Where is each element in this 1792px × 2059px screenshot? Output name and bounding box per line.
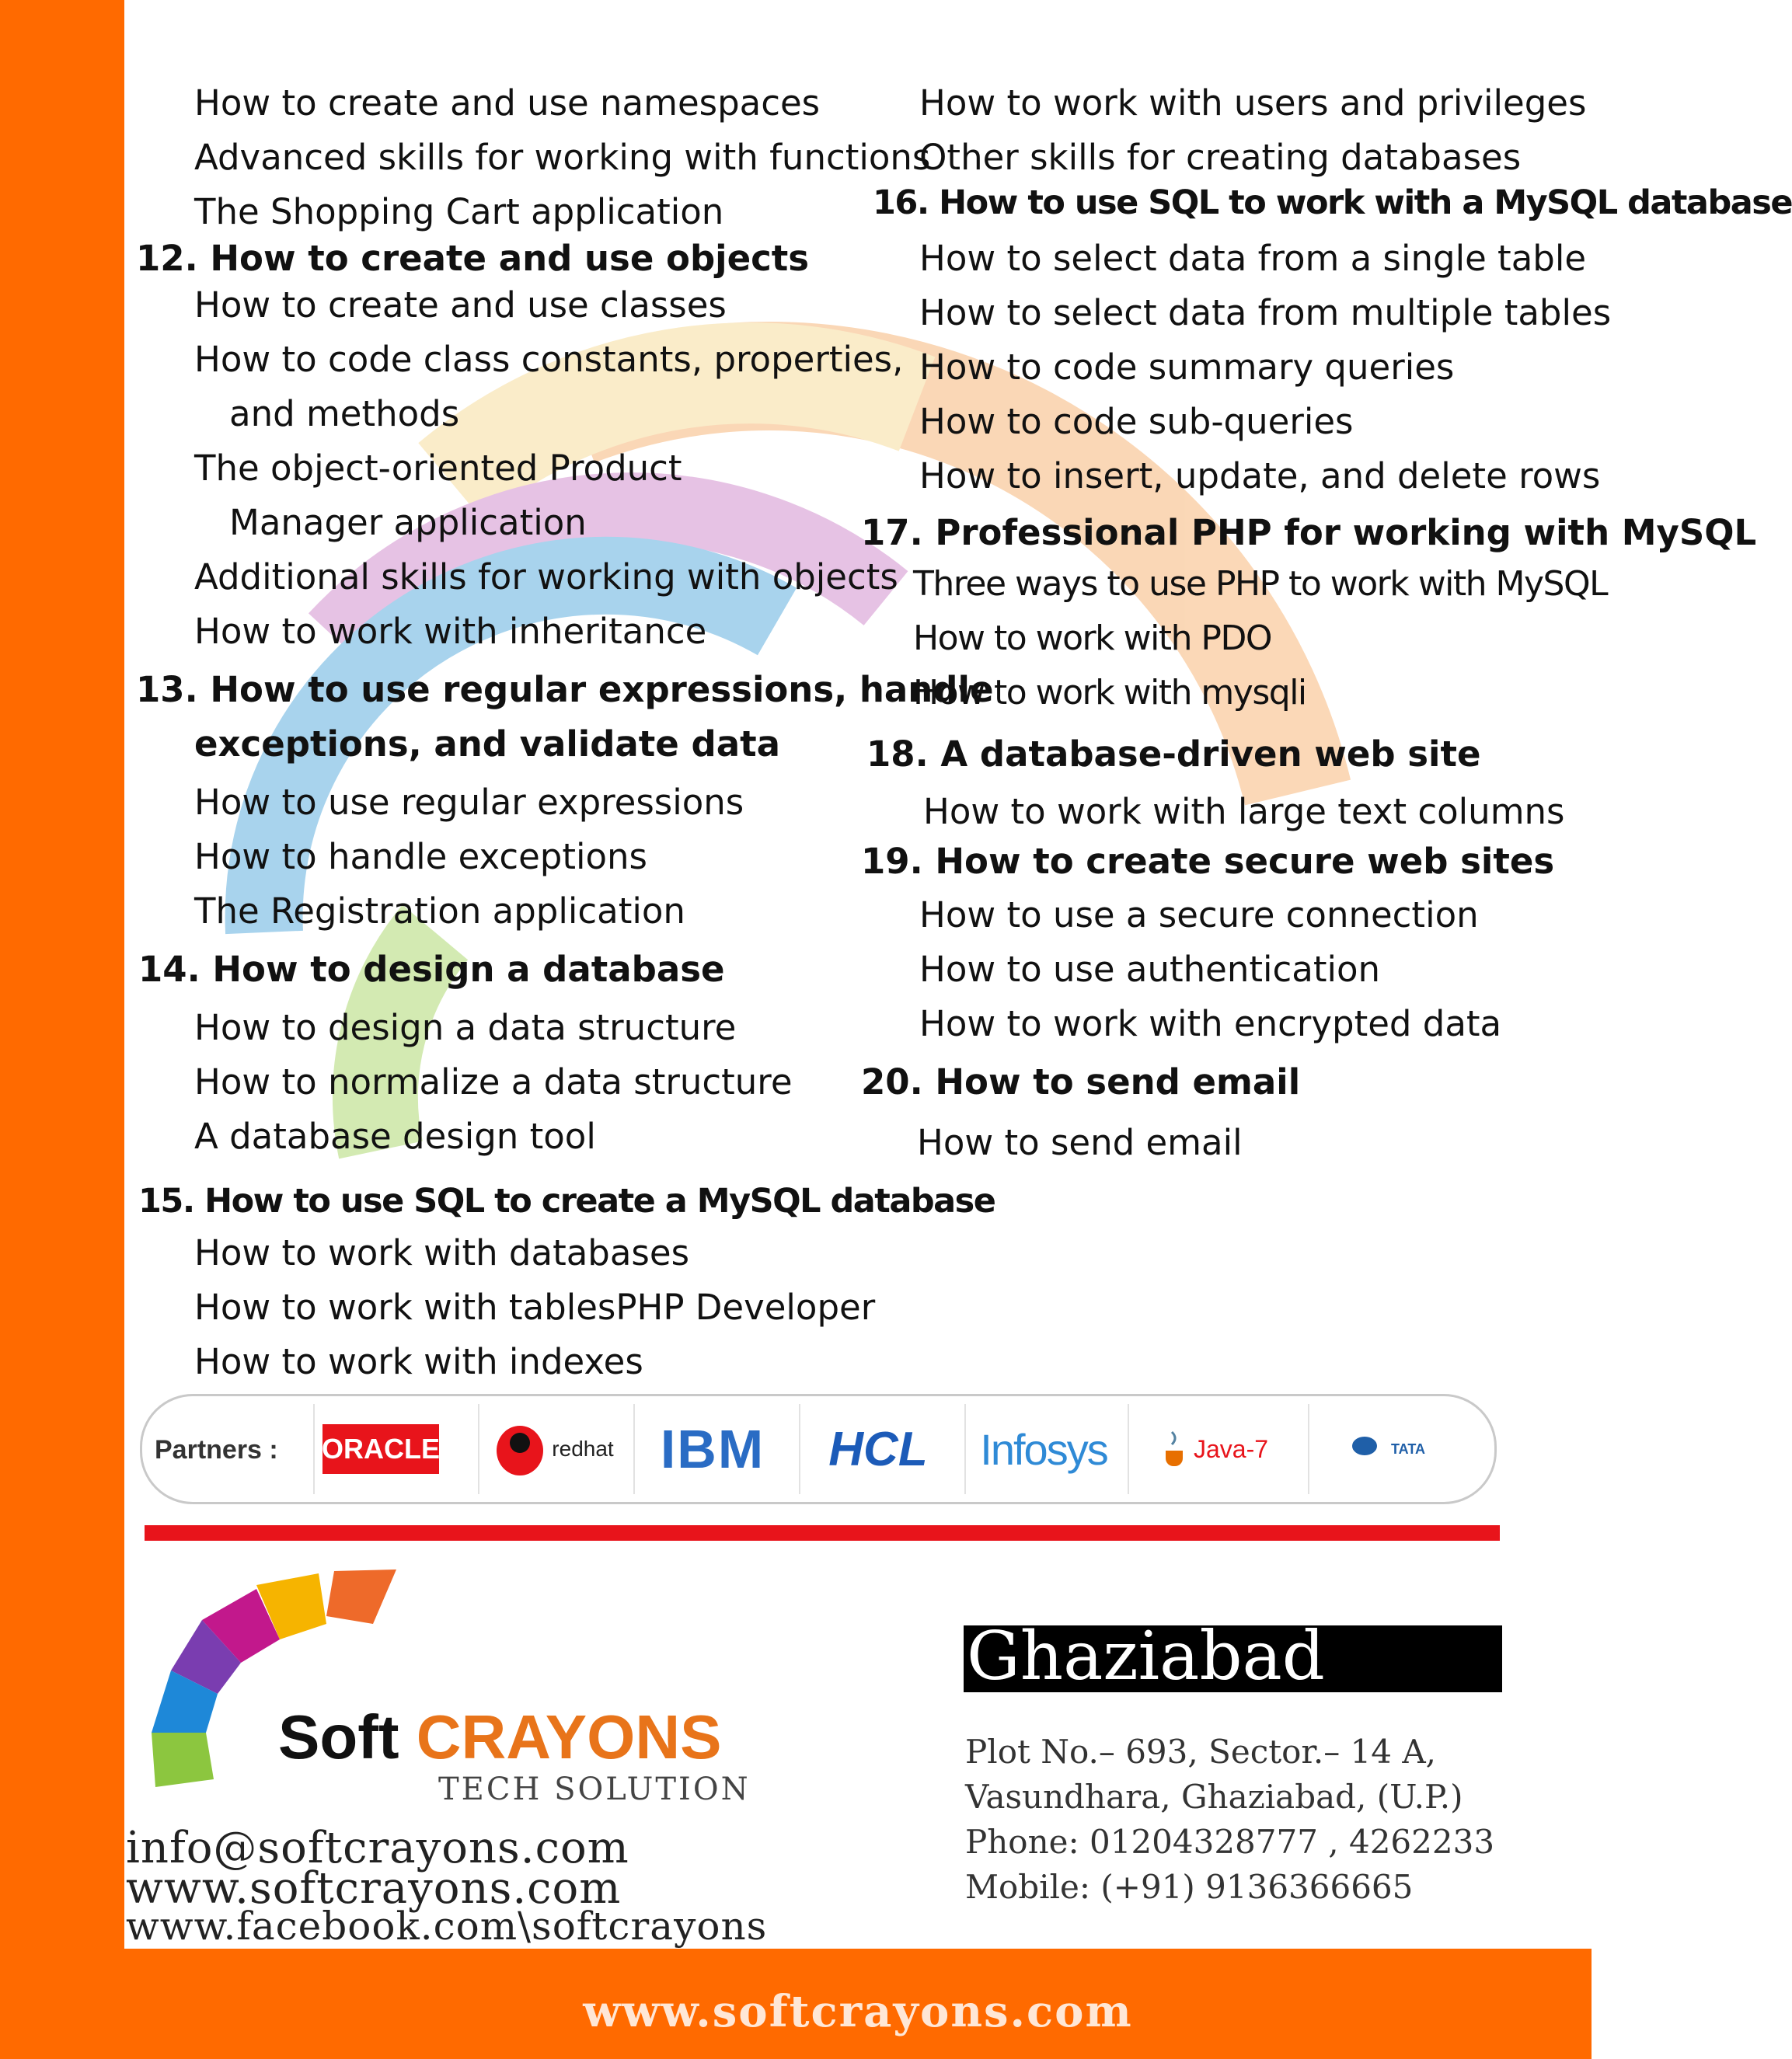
mobile-line: Mobile: (+91) 9136366665 bbox=[965, 1868, 1414, 1906]
course-topic-right-10: How to work with PDO bbox=[913, 618, 1271, 658]
course-topic-left-10: How to work with inheritance bbox=[194, 611, 707, 652]
left-orange-bar bbox=[0, 0, 124, 2059]
tata-wordmark: TATA bbox=[1391, 1441, 1425, 1457]
course-topic-right-0: How to work with users and privileges bbox=[919, 82, 1587, 124]
course-chapter-heading-right-14: 19. How to create secure web sites bbox=[861, 841, 1555, 882]
course-chapter-heading-right-8: 17. Professional PHP for working with MySQL bbox=[861, 512, 1757, 553]
course-topic-left-23: How to work with indexes bbox=[194, 1341, 643, 1382]
course-chapter-heading-left-16: 14. How to design a database bbox=[138, 949, 725, 990]
oracle-wordmark: ORACLE bbox=[322, 1424, 439, 1474]
infosys-wordmark: Infosys bbox=[980, 1424, 1107, 1474]
tata-logo bbox=[1308, 1404, 1457, 1494]
course-chapter-heading-left-3: 12. How to create and use objects bbox=[136, 238, 810, 279]
red-divider bbox=[145, 1525, 1500, 1541]
course-topic-right-15: How to use a secure connection bbox=[919, 894, 1479, 935]
softcrayons-emblem-icon bbox=[140, 1554, 466, 1818]
java-cup-icon bbox=[1161, 1427, 1189, 1471]
footer-url[interactable]: www.softcrayons.com bbox=[583, 1986, 1133, 2037]
course-topic-right-13: How to work with large text columns bbox=[923, 791, 1565, 832]
tata-emblem-icon bbox=[1341, 1434, 1388, 1465]
course-chapter-heading-right-18: 20. How to send email bbox=[861, 1061, 1301, 1103]
course-topic-left-19: A database design tool bbox=[194, 1116, 596, 1157]
course-topic-left-17: How to design a data structure bbox=[194, 1007, 737, 1048]
redhat-logo bbox=[478, 1404, 627, 1494]
contact-website[interactable]: www.softcrayons.com bbox=[126, 1863, 622, 1914]
course-topic-left-0: How to create and use namespaces bbox=[194, 82, 821, 124]
hcl-wordmark: HCL bbox=[828, 1422, 928, 1476]
course-topic-left-14: How to handle exceptions bbox=[194, 836, 648, 877]
course-topic-left-13: How to use regular expressions bbox=[194, 782, 744, 823]
course-topic-left-2: The Shopping Cart application bbox=[194, 191, 724, 232]
course-topic-right-6: How to code sub-queries bbox=[919, 401, 1354, 442]
course-topic-left-6: and methods bbox=[229, 393, 460, 434]
brand-crayons: CRAYONS bbox=[416, 1702, 722, 1772]
brand-soft: Soft bbox=[278, 1702, 399, 1772]
course-topic-left-18: How to normalize a data structure bbox=[194, 1061, 793, 1103]
course-topic-right-3: How to select data from a single table bbox=[919, 238, 1587, 279]
java-logo bbox=[1128, 1404, 1300, 1494]
contact-facebook[interactable]: www.facebook.com\softcrayons bbox=[126, 1904, 768, 1949]
address-line-2: Vasundhara, Ghaziabad, (U.P.) bbox=[965, 1778, 1463, 1816]
course-chapter-heading-right-2: 16. How to use SQL to work with a MySQL database bbox=[873, 183, 1792, 222]
course-chapter-heading-right-12: 18. A database-driven web site bbox=[866, 733, 1481, 775]
course-topic-left-22: How to work with tablesPHP Developer bbox=[194, 1287, 876, 1328]
oracle-logo bbox=[313, 1404, 447, 1494]
brand-tagline: TECH SOLUTION bbox=[438, 1772, 751, 1807]
course-topic-right-1: Other skills for creating databases bbox=[919, 137, 1522, 178]
redhat-shadowman-icon bbox=[493, 1420, 547, 1479]
partners-label: Partners : bbox=[155, 1435, 278, 1465]
hcl-logo bbox=[799, 1404, 956, 1494]
course-topic-right-11: How to work with mysqli bbox=[913, 673, 1306, 712]
java-wordmark: Java-7 bbox=[1193, 1434, 1269, 1463]
ibm-logo bbox=[633, 1404, 790, 1494]
course-topic-right-17: How to work with encrypted data bbox=[919, 1003, 1502, 1044]
course-topic-left-21: How to work with databases bbox=[194, 1232, 690, 1273]
address-line-1: Plot No.– 693, Sector.– 14 A, bbox=[965, 1733, 1437, 1771]
redhat-wordmark: redhat bbox=[552, 1437, 614, 1461]
partners-strip bbox=[140, 1394, 1497, 1504]
phone-line: Phone: 01204328777 , 4262233 bbox=[965, 1823, 1495, 1861]
course-topic-right-5: How to code summary queries bbox=[919, 347, 1455, 388]
course-topic-right-9: Three ways to use PHP to work with MySQL bbox=[913, 564, 1608, 604]
course-topic-right-4: How to select data from multiple tables bbox=[919, 292, 1612, 333]
course-chapter-heading-left-11: 13. How to use regular expressions, handle bbox=[136, 669, 994, 710]
course-topic-left-9: Additional skills for working with objects bbox=[194, 556, 898, 597]
course-topic-left-7: The object-oriented Product bbox=[194, 448, 682, 489]
city-name: Ghaziabad bbox=[967, 1618, 1325, 1695]
course-chapter-heading-left-12: exceptions, and validate data bbox=[194, 723, 780, 765]
infosys-logo bbox=[964, 1404, 1121, 1494]
contact-email[interactable]: info@softcrayons.com bbox=[126, 1823, 629, 1873]
course-topic-left-1: Advanced skills for working with functions bbox=[194, 137, 931, 178]
course-topic-left-4: How to create and use classes bbox=[194, 284, 727, 326]
course-chapter-heading-left-20: 15. How to use SQL to create a MySQL database bbox=[138, 1182, 995, 1221]
ibm-wordmark: IBM bbox=[660, 1419, 765, 1479]
course-topic-left-5: How to code class constants, properties, bbox=[194, 339, 904, 380]
course-topic-right-7: How to insert, update, and delete rows bbox=[919, 455, 1601, 496]
course-topic-left-8: Manager application bbox=[229, 502, 587, 543]
course-topic-right-19: How to send email bbox=[917, 1122, 1243, 1163]
brand-name bbox=[278, 1702, 721, 1773]
course-topic-right-16: How to use authentication bbox=[919, 949, 1381, 990]
course-topic-left-15: The Registration application bbox=[194, 890, 685, 932]
